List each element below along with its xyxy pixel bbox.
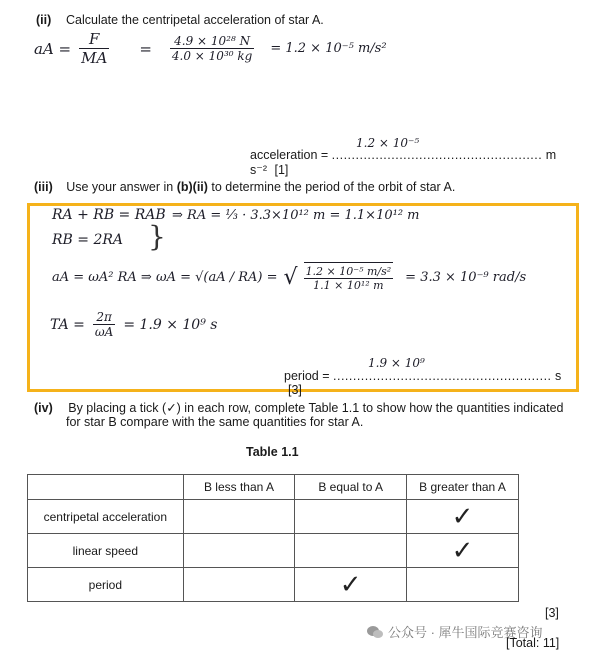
table-header-cell: B greater than A: [407, 475, 519, 500]
table-header-cell: B equal to A: [295, 475, 407, 500]
table-header-cell: [28, 475, 184, 500]
part-iii-answer-value: 1.9 × 10⁹: [368, 356, 425, 370]
greater-cell[interactable]: [407, 568, 519, 602]
part-ii-lhs: aA =: [34, 39, 72, 58]
tick-mark: ✓: [339, 569, 362, 600]
part-iv-q2: for star B compare with the same quantities for star A.: [66, 415, 364, 429]
total-marks: [Total: 11]: [506, 636, 560, 650]
part-iii-answer-label: period =: [284, 369, 333, 383]
part-ii-label: (ii): [36, 13, 52, 27]
part-ii-marks: [1]: [274, 163, 289, 177]
part-iii-line3: aA = ωA² RA ⇒ ωA = √(aA / RA) = √ $\frac{\text{1.2 × 10⁻⁵ m/s²}}{\text{1.1 × 10¹² m}}$ = 3.3 × 10⁻⁹ rad/s: [52, 262, 526, 292]
part-ii-answer-line: acceleration = ..................................................... m s⁻² [1]: [250, 148, 557, 177]
brace: }: [148, 220, 166, 253]
greater-cell[interactable]: [407, 534, 519, 568]
part-ii-answer-unit: m s⁻²: [250, 148, 557, 177]
part-iv-marks: [3]: [545, 606, 559, 620]
part-ii-working: aA = $\frac{F}{MA}$ = $\frac{\text{4.9 × 10²⁸ N}}{\text{4.0 × 10³⁰ kg}}$ = 1.2 × 10⁻⁵ m/s²: [34, 30, 387, 67]
part-ii-question: Calculate the centripetal acceleration of star A.: [66, 13, 324, 27]
part-iii-line3-frac: $\frac{\text{1.2 × 10⁻⁵ m/s²}}{\text{1.1 × 10¹² m}}$: [304, 262, 394, 292]
part-ii-answer-label: acceleration =: [250, 148, 332, 162]
part-ii-frac2: $\frac{\text{4.9 × 10²⁸ N}}{\text{4.0 × 10³⁰ kg}}$: [171, 34, 253, 63]
quantity-cell: centripetal acceleration: [28, 500, 184, 534]
part-ii-frac1: $\frac{F}{MA}$: [81, 30, 108, 67]
equal-cell[interactable]: [295, 568, 407, 602]
quantity-cell: linear speed: [28, 534, 184, 568]
tick-mark: ✓: [451, 535, 474, 566]
equal-cell[interactable]: [295, 500, 407, 534]
part-iv-q1: (iv) By placing a tick (✓) in each row, complete Table 1.1 to show how the quantities indicated: [34, 401, 564, 415]
table-header-row: [28, 475, 519, 500]
part-ii-answer-value: 1.2 × 10⁻⁵: [356, 136, 420, 150]
less-cell[interactable]: [183, 568, 295, 602]
part-iii-line4: TA = $\frac{2\pi}{\omega A}$ = 1.9 × 10⁹ s: [50, 310, 218, 339]
part-iii-line3-result: = 3.3 × 10⁻⁹ rad/s: [405, 269, 527, 285]
tick-mark: ✓: [451, 501, 474, 532]
part-iii-label: (iii): [34, 180, 53, 194]
part-iii-line3-lhs: aA = ωA² RA ⇒ ωA = √(aA / RA) =: [52, 269, 278, 285]
part-iii-answer-unit: s: [555, 369, 562, 383]
table-row: [28, 500, 519, 534]
part-iv-label: (iv): [34, 401, 53, 415]
wechat-icon: [366, 625, 384, 639]
greater-cell[interactable]: [407, 500, 519, 534]
part-iii-line1-result: ⇒ RA = ⅓ · 3.3×10¹² m = 1.1×10¹² m: [172, 208, 420, 223]
quantity-cell: period: [28, 568, 184, 602]
less-cell[interactable]: [183, 500, 295, 534]
table-title: Table 1.1: [246, 445, 299, 459]
part-iii-line2: RB = 2RA: [52, 232, 124, 248]
table-row: [28, 534, 519, 568]
watermark: 公众号 · 犀牛国际竞赛咨询: [366, 622, 543, 641]
table-header-cell: B less than A: [183, 475, 295, 500]
less-cell[interactable]: [183, 534, 295, 568]
comparison-table: [27, 474, 519, 602]
part-iii-question-row: (iii) Use your answer in (b)(ii) to determine the period of the orbit of star A.: [34, 180, 456, 194]
part-iii-answer-line: period = ....................................................... s [3]: [284, 369, 562, 397]
equal-cell[interactable]: [295, 534, 407, 568]
part-iii-marks: [3]: [288, 383, 302, 397]
part-ii-result: = 1.2 × 10⁻⁵ m/s²: [270, 41, 387, 56]
part-iii-line1: RA + RB = RAB: [52, 207, 166, 223]
table-row: [28, 568, 519, 602]
